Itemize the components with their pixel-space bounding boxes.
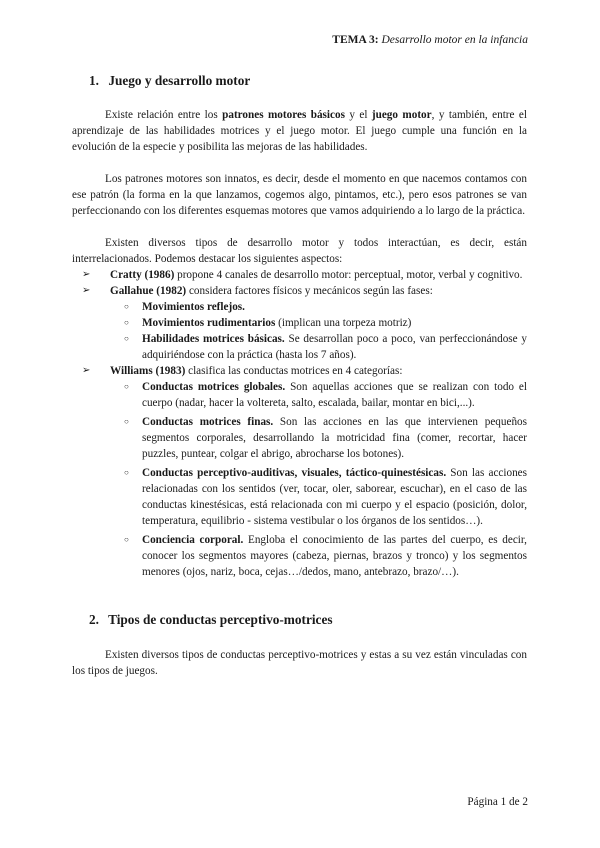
cratty-text: propone 4 canales de desarrollo motor: perceptual, motor, verbal y cognitivo.: [174, 269, 523, 281]
header-tema: TEMA 3:: [332, 34, 379, 46]
paragraph-diversos: Existen diversos tipos de desarrollo motor y todos interactúan, es decir, están interrelacionados. Podemos destacar los siguientes aspectos:: [72, 237, 527, 265]
list-item: ○ Conductas perceptivo-auditivas, visuales, táctico-quinestésicas. Son las acciones relacionadas con los sentidos (ver, tocar, oler, saborear, escuchar), en el caso de las conductas kinestésicas, está relacionada con mi cuerpo y el espacio (posición, dolor, temperatura, equilibrio - sistema vestibular o los órganos de los sentidos…).: [124, 467, 527, 527]
section-2-title: Tipos de conductas perceptivo-motrices: [108, 612, 333, 627]
section-1-number: 1.: [89, 73, 99, 88]
page-number: Página 1 de 2: [467, 796, 528, 808]
author-williams: Williams (1983): [110, 365, 186, 377]
author-cratty: Cratty (1986): [110, 269, 175, 281]
page-header: [332, 34, 528, 46]
paragraph-patrones: [72, 107, 527, 155]
list-item-cratty: [72, 267, 527, 283]
section-1-title: Juego y desarrollo motor: [108, 73, 251, 88]
header-subtitle: Desarrollo motor en la infancia: [381, 34, 528, 46]
circle-bullet-icon: ○: [124, 382, 129, 391]
section-2-heading: [72, 611, 527, 629]
list-item: ○ Conductas motrices finas. Son las acciones en las que intervienen pequeños segmentos corporales, desarrollando la motricidad fina (comer, recortar, hacer puzzles, puntear, colgar el abrigo, abrocharse los botones).: [124, 416, 527, 460]
p1-bold-juego: juego motor: [371, 109, 432, 121]
paragraph-innatos: Los patrones motores son innatos, es decir, desde el momento en que nacemos contamos con ese patrón (la forma en la que lanzamos, cogemos algo, pintamos, etc.), pero esos patrones se van perfeccionando con los diferentes esquemas motores que vamos adquiriendo a lo largo de la práctica.: [72, 173, 527, 217]
circle-bullet-icon: ○: [124, 468, 129, 477]
list-item: ○ Movimientos reflejos.: [124, 301, 245, 313]
gallahue-text: considera factores físicos y mecánicos según las fases:: [186, 285, 433, 297]
p1-text-c: y el: [344, 109, 372, 121]
authors-list: [72, 267, 527, 299]
circle-bullet-icon: ○: [124, 535, 129, 544]
p1-text-d: , y también, entre el aprendizaje de las habilidades motrices y el juego motor. El juego cumple una función en la evolución de la especie y posibilita las mejoras de las habilidades.: [72, 109, 527, 153]
author-gallahue: Gallahue (1982): [110, 285, 187, 297]
list-item-gallahue: [72, 283, 527, 299]
paragraph-tipos-conductas: Existen diversos tipos de conductas perceptivo-motrices y estas a su vez están vinculadas con los tipos de juegos.: [72, 649, 527, 677]
arrow-bullet-icon: ➢: [82, 269, 91, 280]
section-2-number: 2.: [89, 612, 99, 627]
section-1-heading: [72, 72, 527, 90]
page-content: [72, 72, 527, 679]
list-item: ○ Conciencia corporal. Engloba el conocimiento de las partes del cuerpo, es decir, conocer los segmentos mayores (cabeza, piernas, brazos y tronco) y los segmentos menores (ojos, nariz, boca, cejas…/dedos, mano, antebrazo, brazo/…).: [124, 534, 527, 578]
williams-categories-list: [72, 379, 527, 580]
list-item: ○ Conductas motrices globales. Son aquellas acciones que se realizan con todo el cuerpo (nadar, hacer la voltereta, salto, escalada, bailar, montar en bici,...).: [124, 381, 528, 409]
p1-bold-patrones: patrones motores básicos: [222, 109, 345, 121]
list-item: ○ Habilidades motrices básicas. Se desarrollan poco a poco, van perfeccionándose y adquiriéndose con la práctica (hasta los 7 años).: [124, 333, 527, 361]
p1-text-a: Existe relación entre los: [105, 109, 223, 121]
gallahue-phases-list: [72, 299, 527, 363]
circle-bullet-icon: ○: [124, 302, 129, 311]
list-item: ○ Movimientos rudimentarios (implican una torpeza motriz): [124, 317, 412, 329]
list-item-williams: [72, 363, 527, 379]
authors-list-2: [72, 363, 527, 379]
circle-bullet-icon: ○: [124, 417, 129, 426]
circle-bullet-icon: ○: [124, 334, 129, 343]
arrow-bullet-icon: ➢: [82, 365, 91, 376]
circle-bullet-icon: ○: [124, 318, 129, 327]
arrow-bullet-icon: ➢: [82, 285, 91, 296]
williams-text: clasifica las conductas motrices en 4 categorías:: [185, 365, 403, 377]
